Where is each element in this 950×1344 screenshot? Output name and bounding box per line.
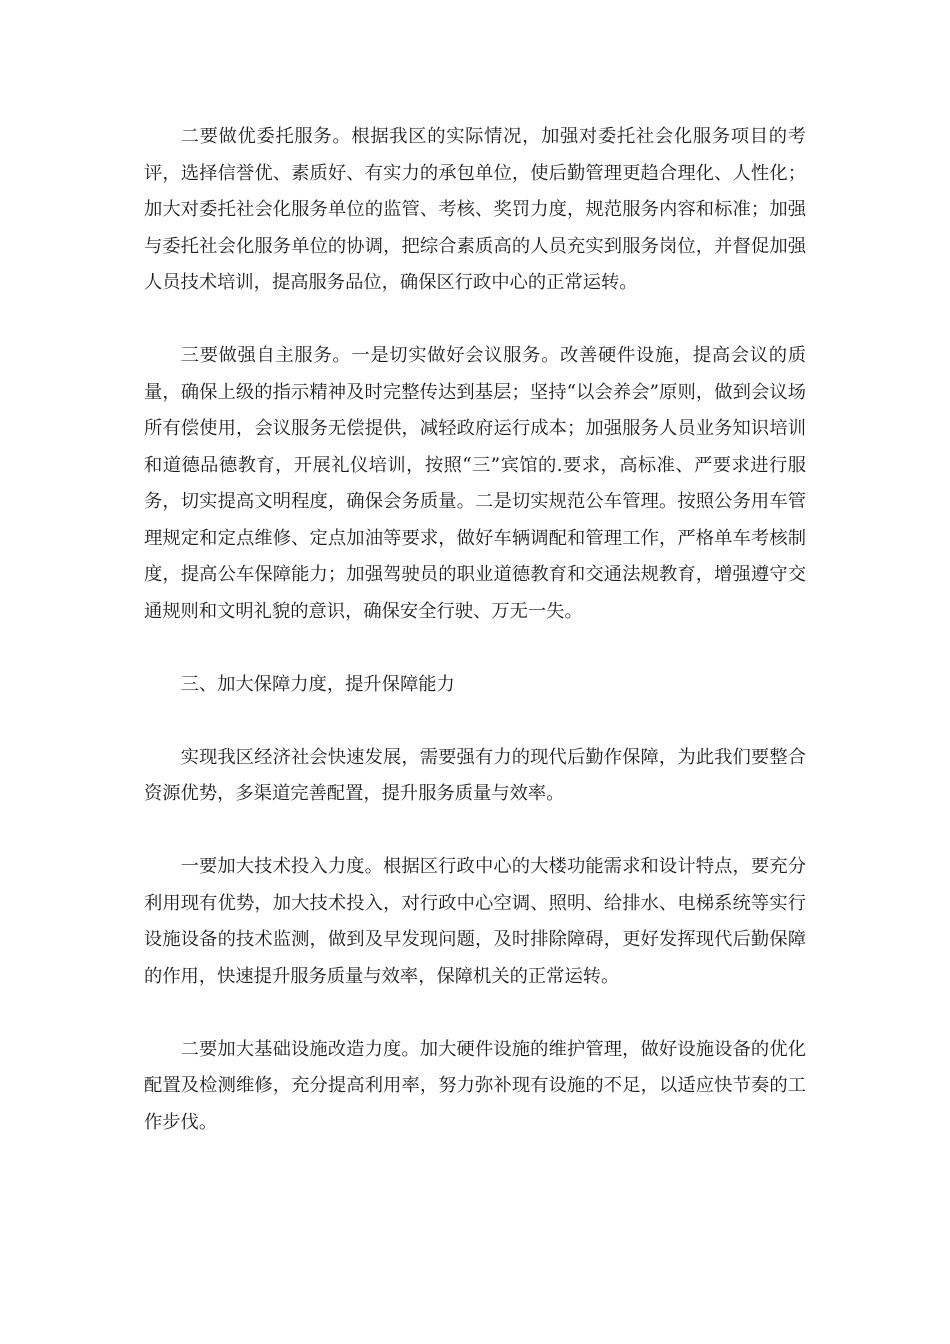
document-body <box>144 119 806 1178</box>
paragraph-technology: 一要加大技术投入力度。根据区行政中心的大楼功能需求和设计特点，要充分利用现有优势，加大技术投入，对行政中心空调、照明、给排水、电梯系统等实行设施设备的技术监测，做到及早发现问题，及时排除障碍，更好发挥现代后勤保障的作用，快速提升服务质量与效率，保障机关的正常运转。 <box>144 856 806 987</box>
section-heading: 三、加大保障力度，提升保障能力 <box>180 673 455 695</box>
paragraph-infrastructure: 二要加大基础设施改造力度。加大硬件设施的维护管理，做好设施设备的优化配置及检测维修，充分提高利用率，努力弥补现有设施的不足，以适应快节奏的工作步伐。 <box>144 1038 806 1133</box>
paragraph-entrusted-service: 二要做优委托服务。根据我区的实际情况，加强对委托社会化服务项目的考评，选择信誉优、素质好、有实力的承包单位，使后勤管理更趋合理化、人性化；加大对委托社会化服务单位的监管、考核、奖罚力度，规范服务内容和标准；加强与委托社会化服务单位的协调，把综合素质高的人员充实到服务岗位，并督促加强人员技术培训，提高服务品位，确保区行政中心的正常运转。 <box>144 126 806 293</box>
paragraph-intro: 实现我区经济社会快速发展，需要强有力的现代后勤作保障，为此我们要整合资源优势，多渠道完善配置，提升服务质量与效率。 <box>144 746 806 804</box>
paragraph-self-service: 三要做强自主服务。一是切实做好会议服务。改善硬件设施，提高会议的质量，确保上级的指示精神及时完整传达到基层；坚持“以会养会”原则，做到会议场所有偿使用，会议服务无偿提供，减轻政府运行成本；加强服务人员业务知识培训和道德品德教育，开展礼仪培训，按照“三”宾馆的.要求，高标准、严要求进行服务，切实提高文明程度，确保会务质量。二是切实规范公车管理。按照公务用车管理规定和定点维修、定点加油等要求，做好车辆调配和管理工作，严格单车考核制度，提高公车保障能力；加强驾驶员的职业道德教育和交通法规教育，增强遵守交通规则和文明礼貌的意识，确保安全行驶、万无一失。 <box>144 345 806 622</box>
